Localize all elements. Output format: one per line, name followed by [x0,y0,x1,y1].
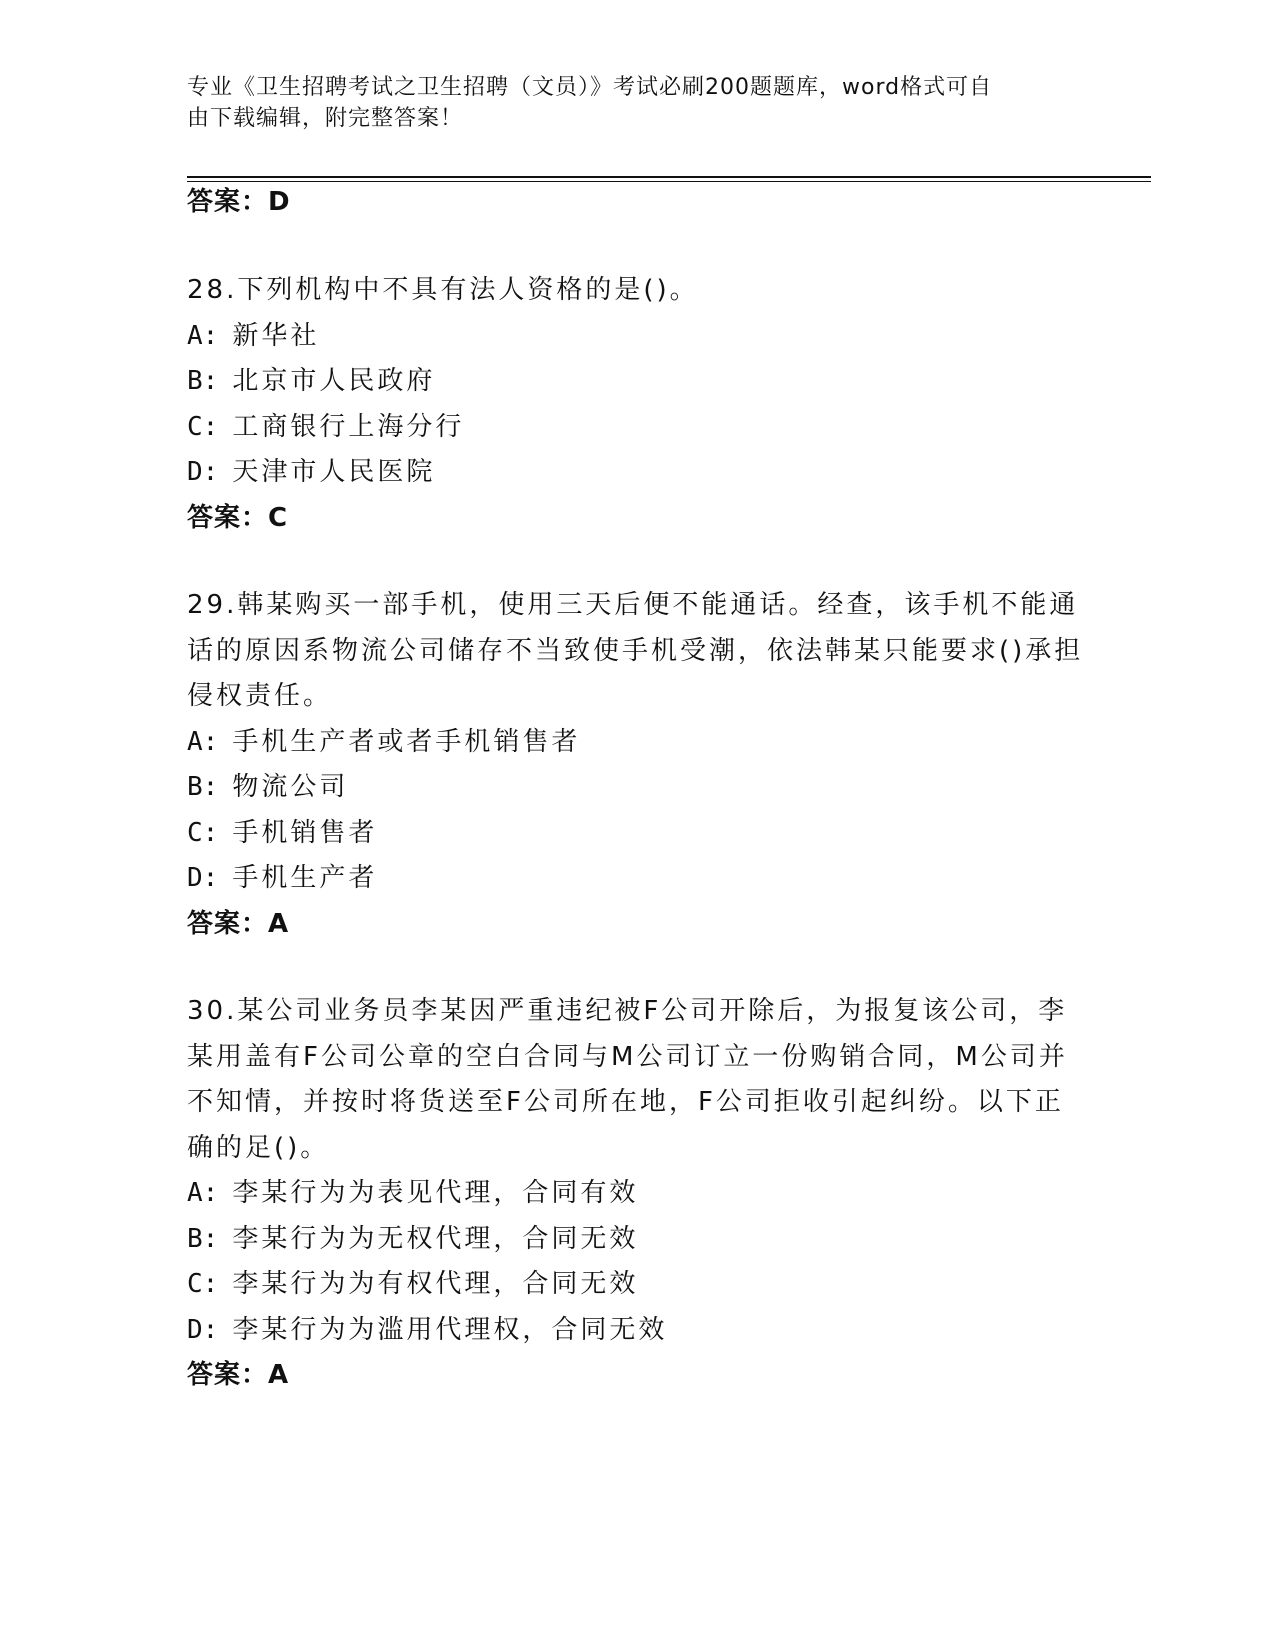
option-key: A: [187,1178,219,1208]
question-30 [187,989,1087,1398]
option-b [187,1217,1087,1263]
question-stem: 28.下列机构中不具有法人资格的是()。 [187,275,699,305]
option-key: B: [187,772,219,802]
option-text: 手机生产者或者手机销售者 [232,726,581,757]
option-text: 北京市人民政府 [232,366,436,396]
option-text: 工商银行上海分行 [232,411,465,442]
option-c [187,811,1087,857]
option-a [187,314,1087,360]
option-b [187,765,1087,811]
option-text: 手机销售者 [232,817,378,848]
option-text: 物流公司 [232,772,349,802]
header-divider-thick [187,176,1151,178]
option-text: 李某行为为有权代理，合同无效 [232,1269,639,1299]
previous-question-answer: 答案：D [187,187,291,217]
option-list [187,314,1087,496]
option-key: D: [187,457,219,487]
option-text: 李某行为为表见代理，合同有效 [232,1178,639,1208]
option-key: A: [187,726,219,757]
option-key: B: [187,366,219,396]
option-c [187,1262,1087,1308]
question-stem: 29.韩某购买一部手机，使用三天后便不能通话。经查，该手机不能通话的原因系物流公司储存不当致使手机受潮，依法韩某只能要求()承担侵权责任。 [187,590,1084,711]
option-text: 新华社 [232,320,320,351]
option-a [187,720,1087,766]
document-header [187,72,1067,134]
option-key: D: [187,863,219,893]
question-answer: 答案：A [187,1360,290,1390]
option-d [187,450,1087,496]
option-text: 李某行为为滥用代理权，合同无效 [232,1314,668,1345]
option-text: 天津市人民医院 [232,457,436,487]
question-29 [187,583,1087,947]
option-d [187,856,1087,902]
question-28 [187,268,1087,541]
question-answer: 答案：C [187,502,289,533]
option-a [187,1171,1087,1217]
question-stem: 30.某公司业务员李某因严重违纪被F公司开除后，为报复该公司，李某用盖有F公司公章的空白合同与M公司订立一份购销合同，M公司并不知情，并按时将货送至F公司所在地，F公司拒收引起纠纷。以下正确的足()。 [187,996,1068,1163]
option-key: C: [187,1269,219,1299]
header-line-1: 专业《卫生招聘考试之卫生招聘（文员）》考试必刷200题题库，word格式可自 [187,75,993,100]
option-key: C: [187,411,219,442]
header-divider-thin [187,181,1151,182]
question-answer: 答案：A [187,908,290,939]
option-d [187,1308,1087,1354]
header-line-2: 由下载编辑，附完整答案！ [187,106,464,131]
option-b [187,359,1087,405]
option-key: C: [187,817,219,848]
option-key: D: [187,1314,219,1345]
option-list [187,720,1087,902]
option-text: 李某行为为无权代理，合同无效 [232,1223,639,1254]
option-text: 手机生产者 [232,863,378,893]
option-key: B: [187,1223,219,1254]
option-list [187,1171,1087,1353]
option-c [187,405,1087,451]
option-key: A: [187,320,219,351]
